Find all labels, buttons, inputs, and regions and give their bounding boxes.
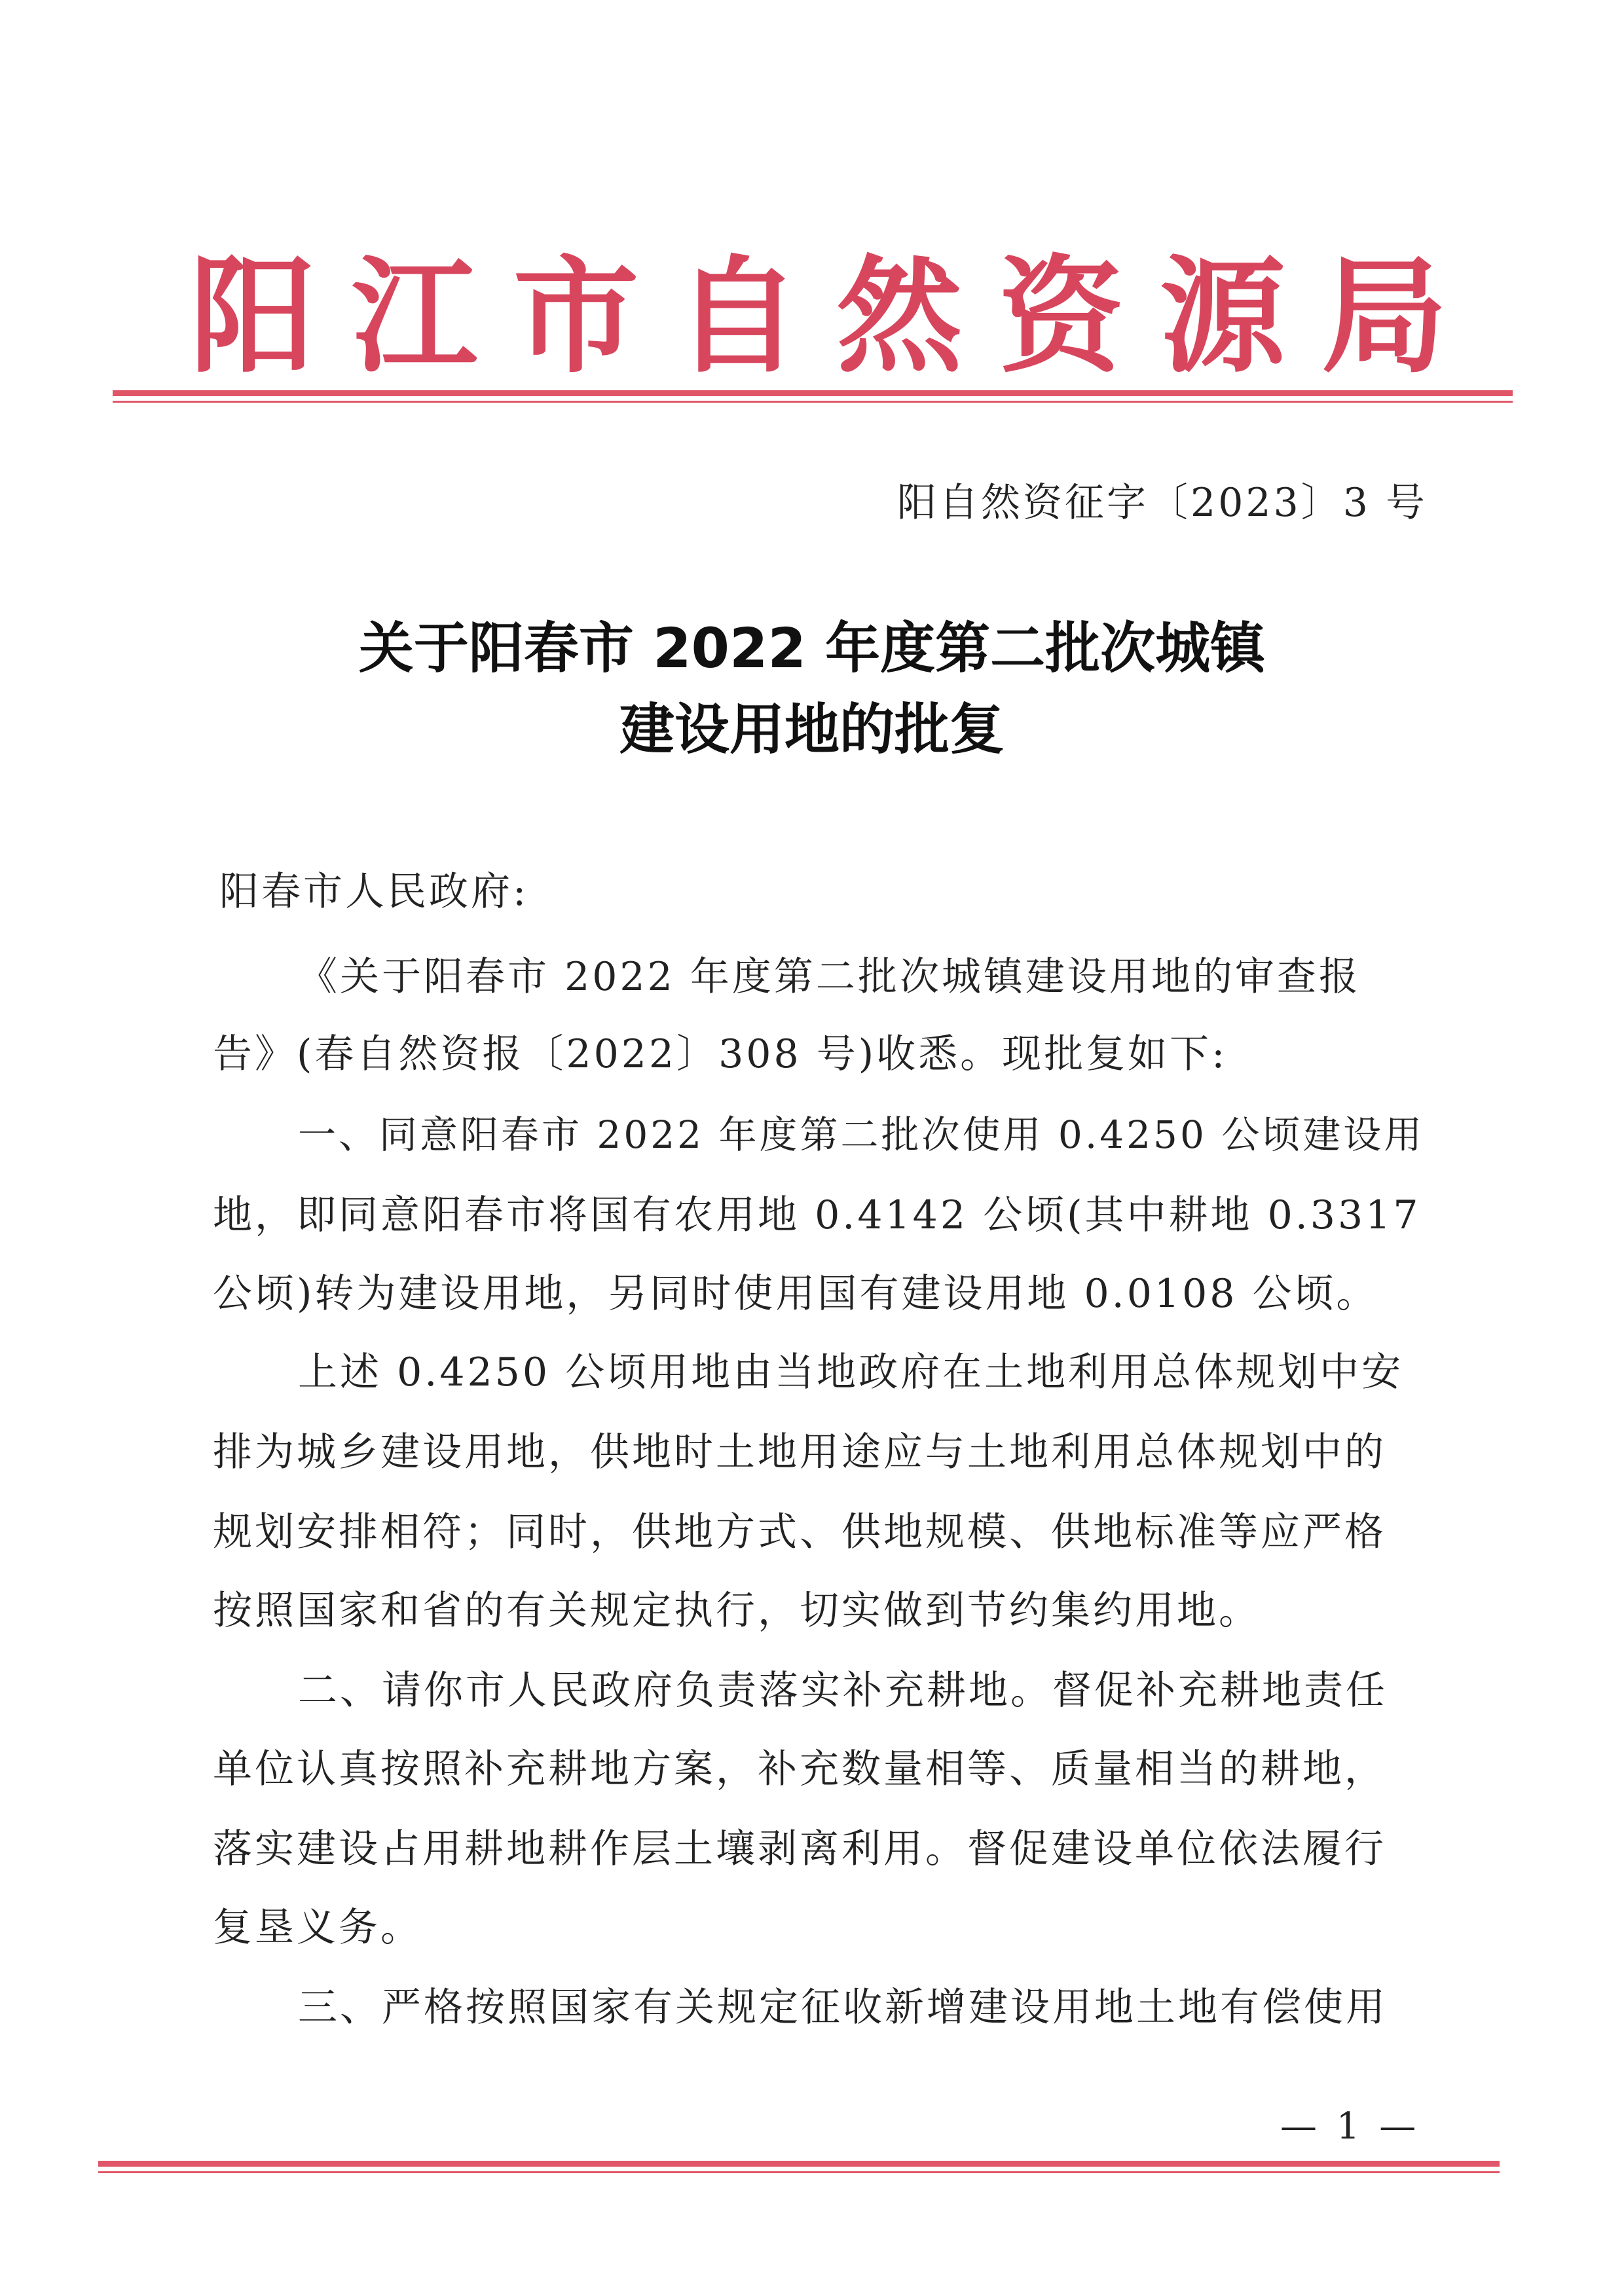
letterhead-char: 自 [674,244,801,390]
footer-rule-thin [98,2171,1500,2173]
body-line: 二、请你市人民政府负责落实补充耕地。督促补充耕地责任 [298,1668,1388,1714]
letterhead-char: 局 [1321,244,1447,390]
letterhead-char: 江 [351,244,477,390]
document-number: 阳自然资征字〔2023〕3 号 [897,480,1428,526]
letterhead-rule-thick [113,390,1513,396]
letterhead-char: 资 [998,244,1124,390]
footer-rule-thick [98,2161,1500,2167]
body-line: 落实建设占用耕地耕作层土壤剥离利用。督促建设单位依法履行 [213,1826,1386,1872]
body-line: 排为城乡建设用地，供地时土地用途应与土地利用总体规划中的 [213,1429,1386,1475]
body-line: 规划安排相符；同时，供地方式、供地规模、供地标准等应严格 [213,1509,1386,1555]
document-title-line-2: 建设用地的批复 [619,697,1005,762]
body-line: 公顷)转为建设用地，另同时使用国有建设用地 0.0108 公顷。 [213,1271,1378,1317]
body-line: 上述 0.4250 公顷用地由当地政府在土地利用总体规划中安 [298,1349,1404,1395]
page-number: — 1 — [1280,2105,1420,2148]
document-title-line-1: 关于阳春市 2022 年度第二批次城镇 [358,616,1266,680]
body-line: 三、严格按照国家有关规定征收新增建设用地土地有偿使用 [298,1985,1388,2030]
addressee: 阳春市人民政府: [219,869,529,915]
body-line: 告》(春自然资报〔2022〕308 号)收悉。现批复如下: [213,1031,1228,1077]
letterhead-char: 源 [1160,244,1286,390]
letterhead-rule-thin [113,401,1513,403]
body-line: 地，即同意阳春市将国有农用地 0.4142 公顷(其中耕地 0.3317 [213,1192,1421,1238]
letterhead-char: 然 [836,244,963,390]
body-line: 按照国家和省的有关规定执行，切实做到节约集约用地。 [213,1588,1261,1634]
body-line: 《关于阳春市 2022 年度第二批次城镇建设用地的审查报 [298,954,1361,1000]
letterhead-char: 阳 [190,244,316,390]
letterhead-char: 市 [513,244,639,390]
letterhead-title [190,242,1447,393]
body-line: 单位认真按照补充耕地方案，补充数量相等、质量相当的耕地， [213,1746,1386,1792]
body-line: 复垦义务。 [213,1905,422,1951]
body-line: 一、同意阳春市 2022 年度第二批次使用 0.4250 公顷建设用 [298,1112,1425,1157]
